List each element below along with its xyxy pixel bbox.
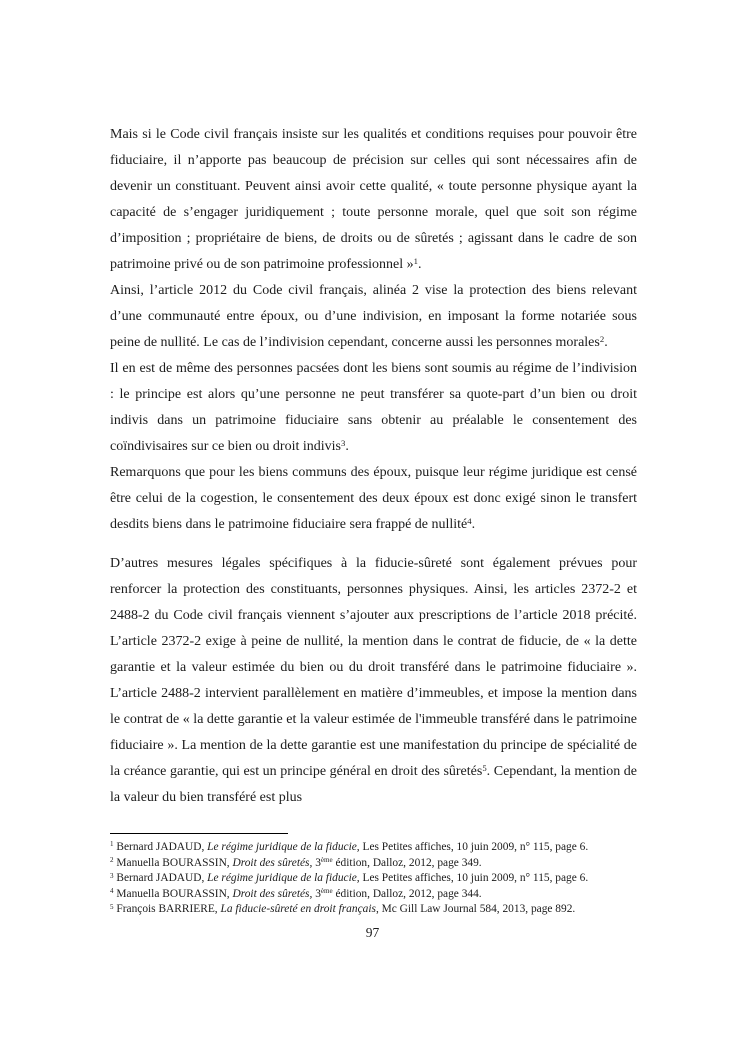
page-number: 97 (365, 925, 380, 940)
text-run: . Cependant, la mention de la valeur du bien transféré est plus (110, 764, 637, 805)
italic-text-run: Le régime juridique de la fiducie, (207, 841, 360, 853)
paragraph-qualites-fiduciaire (110, 122, 637, 278)
text-run: . (418, 257, 422, 272)
superscript-ref: 5 (110, 902, 114, 911)
footnote-list (110, 840, 640, 918)
text-run: édition, Dalloz, 2012, page 349. (332, 856, 482, 869)
superscript-ref: 1 (413, 255, 418, 266)
paragraph-article-2012 (110, 278, 637, 356)
body-text (110, 122, 637, 811)
footnote (110, 902, 640, 918)
text-run: Remarquons que pour les biens communs des époux, puisque leur régime juridique est censé être celui de la cogestion, le consentement des deux époux est donc exigé sinon le transfert desdits biens dans le patrimoine fiduciaire sera frappé de nullité (110, 465, 637, 532)
footnote (110, 856, 640, 872)
superscript-ref: 2 (110, 856, 114, 865)
text-run: . (604, 335, 608, 350)
text-run: Bernard JADAUD, (113, 872, 208, 885)
text-run: Il en est de même des personnes pacsées dont les biens sont soumis au régime de l’indivision : le principe est alors qu’une personne ne peut transférer sa quote-part d’un bien ou droit indivis dans un patrimoine fiduciaire sans obtenir au préalable le consentement des coïndivisaires sur ce bien ou droit indivis (110, 361, 637, 454)
italic-text-run: Le régime juridique de la fiducie, (207, 872, 360, 885)
superscript-ref: 4 (467, 515, 472, 526)
text-run: Les Petites affiches, 10 juin 2009, n° 115, page 6. (359, 872, 589, 885)
text-run: 3 (312, 856, 321, 869)
italic-text-run: Droit des sûretés, (232, 887, 313, 900)
text-run: , Mc Gill Law Journal 584, 2013, page 892. (375, 903, 576, 916)
paragraph-personnes-pacsees (110, 356, 637, 460)
superscript-ref: 3 (340, 437, 346, 448)
text-run: Les Petites affiches, 10 juin 2009, n° 115, page 6. (359, 841, 589, 853)
text-run: . (471, 517, 476, 532)
superscript-ref: 1 (110, 840, 114, 849)
text-run: Bernard JADAUD, (113, 841, 208, 853)
italic-text-run: La fiducie-sûreté en droit français (220, 903, 376, 916)
paragraph-mesures-fiducie-surete (110, 551, 637, 811)
superscript-ref: 3 (110, 871, 114, 880)
text-run: D’autres mesures légales spécifiques à la fiducie-sûreté sont également prévues pour renforcer la protection des constituants, personnes physiques. Ainsi, les articles 2372-2 et 2488-2 du Code civil français viennent s’ajouter aux prescriptions de l’article 2018 précité. L’article 2372-2 exige à peine de nullité, la mention dans le contrat de fiducie, de « la dette garantie et la valeur estimée du bien ou du droit transféré dans le patrimoine fiduciaire ». L’article 2488-2 intervient parallèlement en matière d’immeubles, et impose la mention dans le contrat de « la dette garantie et la valeur estimée de l'immeuble transféré dans le patrimoine fiduciaire ». La mention de la dette garantie est une manifestation du principe de spécialité de la créance garantie, qui est un principe général en droit des sûretés (110, 556, 637, 779)
text-run: François BARRIERE, (113, 903, 221, 916)
footnote-separator-rule (110, 833, 288, 834)
footnotes-section (110, 833, 640, 918)
text-run: Mais si le Code civil français insiste sur les qualités et conditions requises pour pouvoir être fiduciaire, il n’apporte pas beaucoup de précision sur celles qui sont nécessaires afin de devenir un constituant. Peuvent ainsi avoir cette qualité, « toute personne physique ayant la capacité de s’engager juridiquement ; toute personne morale, quel que soit son régime d’imposition ; propriétaire de biens, de droits ou de sûretés ; agissant dans le cadre de son patrimoine privé ou de son patrimoine professionnel » (110, 127, 637, 272)
superscript-ref: ème (320, 856, 333, 865)
text-run: . (345, 439, 349, 454)
superscript-ref: 5 (482, 762, 487, 773)
superscript-ref: ème (320, 887, 333, 896)
text-run: édition, Dalloz, 2012, page 344. (332, 887, 482, 900)
superscript-ref: 4 (110, 887, 114, 896)
footnote (110, 887, 640, 903)
text-run: Manuella BOURASSIN, (113, 887, 233, 900)
paragraph-biens-communs-epoux (110, 460, 637, 538)
text-run: Ainsi, l’article 2012 du Code civil français, alinéa 2 vise la protection des biens relevant d’une communauté entre époux, ou d’une indivision, en imposant la forme notariée sous peine de nullité. Le cas de l’indivision cependant, concerne aussi les personnes morales (110, 283, 637, 350)
italic-text-run: Droit des sûretés, (232, 856, 313, 869)
superscript-ref: 2 (599, 333, 605, 344)
footnote (110, 871, 640, 887)
text-run: 3 (312, 887, 321, 900)
footnote (110, 840, 640, 856)
text-run: Manuella BOURASSIN, (113, 856, 233, 869)
